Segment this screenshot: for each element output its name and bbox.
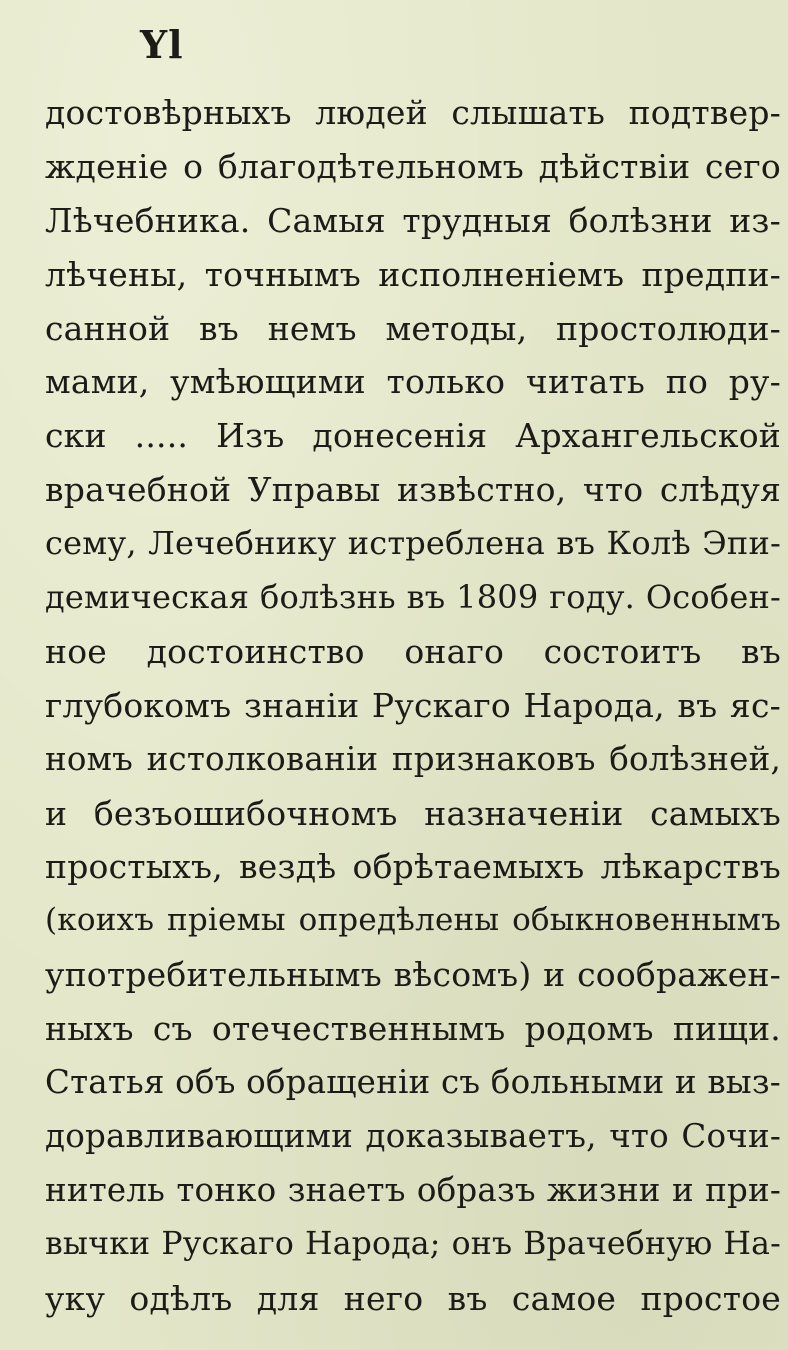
text-line: лѣчены, точнымъ исполненіемъ предпи- xyxy=(45,254,781,294)
text-line: простыхъ, вездѣ обрѣтаемыхъ лѣкарствъ xyxy=(45,847,781,887)
text-line: мами, умѣющими только читать по ру- xyxy=(45,362,781,402)
text-line: достовѣрныхъ людей слышать подтвер- xyxy=(45,93,781,132)
text-line: демическая болѣзнь въ 1809 году. Особен- xyxy=(45,578,781,617)
body-text xyxy=(45,86,781,1325)
text-line: врачебной Управы извѣстно, что слѣдуя xyxy=(45,470,781,510)
text-line: доравливающими доказываетъ, что Сочи- xyxy=(45,1116,781,1155)
text-line: и безъошибочномъ назначеніи самыхъ xyxy=(45,793,781,833)
text-line: уку одѣлъ для него въ самое простое xyxy=(45,1278,781,1318)
text-line: Статья объ обращеніи съ больными и выз- xyxy=(45,1063,781,1102)
text-line: жденіе о благодѣтельномъ дѣйствіи сего xyxy=(45,146,781,186)
text-line: ное достоинство онаго состоитъ въ xyxy=(45,631,781,671)
text-line: вычки Рускаго Народа; онъ Врачебную На- xyxy=(45,1225,781,1262)
page-number: Yl xyxy=(140,22,184,67)
text-line: ски ..... Изъ донесенія Архангельской xyxy=(45,416,781,456)
text-line: (коихъ пріемы опредѣлены обыкновеннымъ xyxy=(45,902,781,939)
text-line: употребительнымъ вѣсомъ) и соображен- xyxy=(45,955,781,995)
text-line: Лѣчебника. Самыя трудныя болѣзни из- xyxy=(45,200,781,240)
text-line: глубокомъ знаніи Рускаго Народа, въ яс- xyxy=(45,685,781,725)
text-line: ныхъ съ отечественнымъ родомъ пищи. xyxy=(45,1009,781,1049)
text-line: номъ истолкованіи признаковъ болѣзней, xyxy=(45,739,781,778)
text-line: санной въ немъ методы, простолюди- xyxy=(45,308,781,348)
text-line: сему, Лечебнику истреблена въ Колѣ Эпи- xyxy=(45,524,781,563)
text-line: нитель тонко знаетъ образъ жизни и при- xyxy=(45,1170,781,1209)
